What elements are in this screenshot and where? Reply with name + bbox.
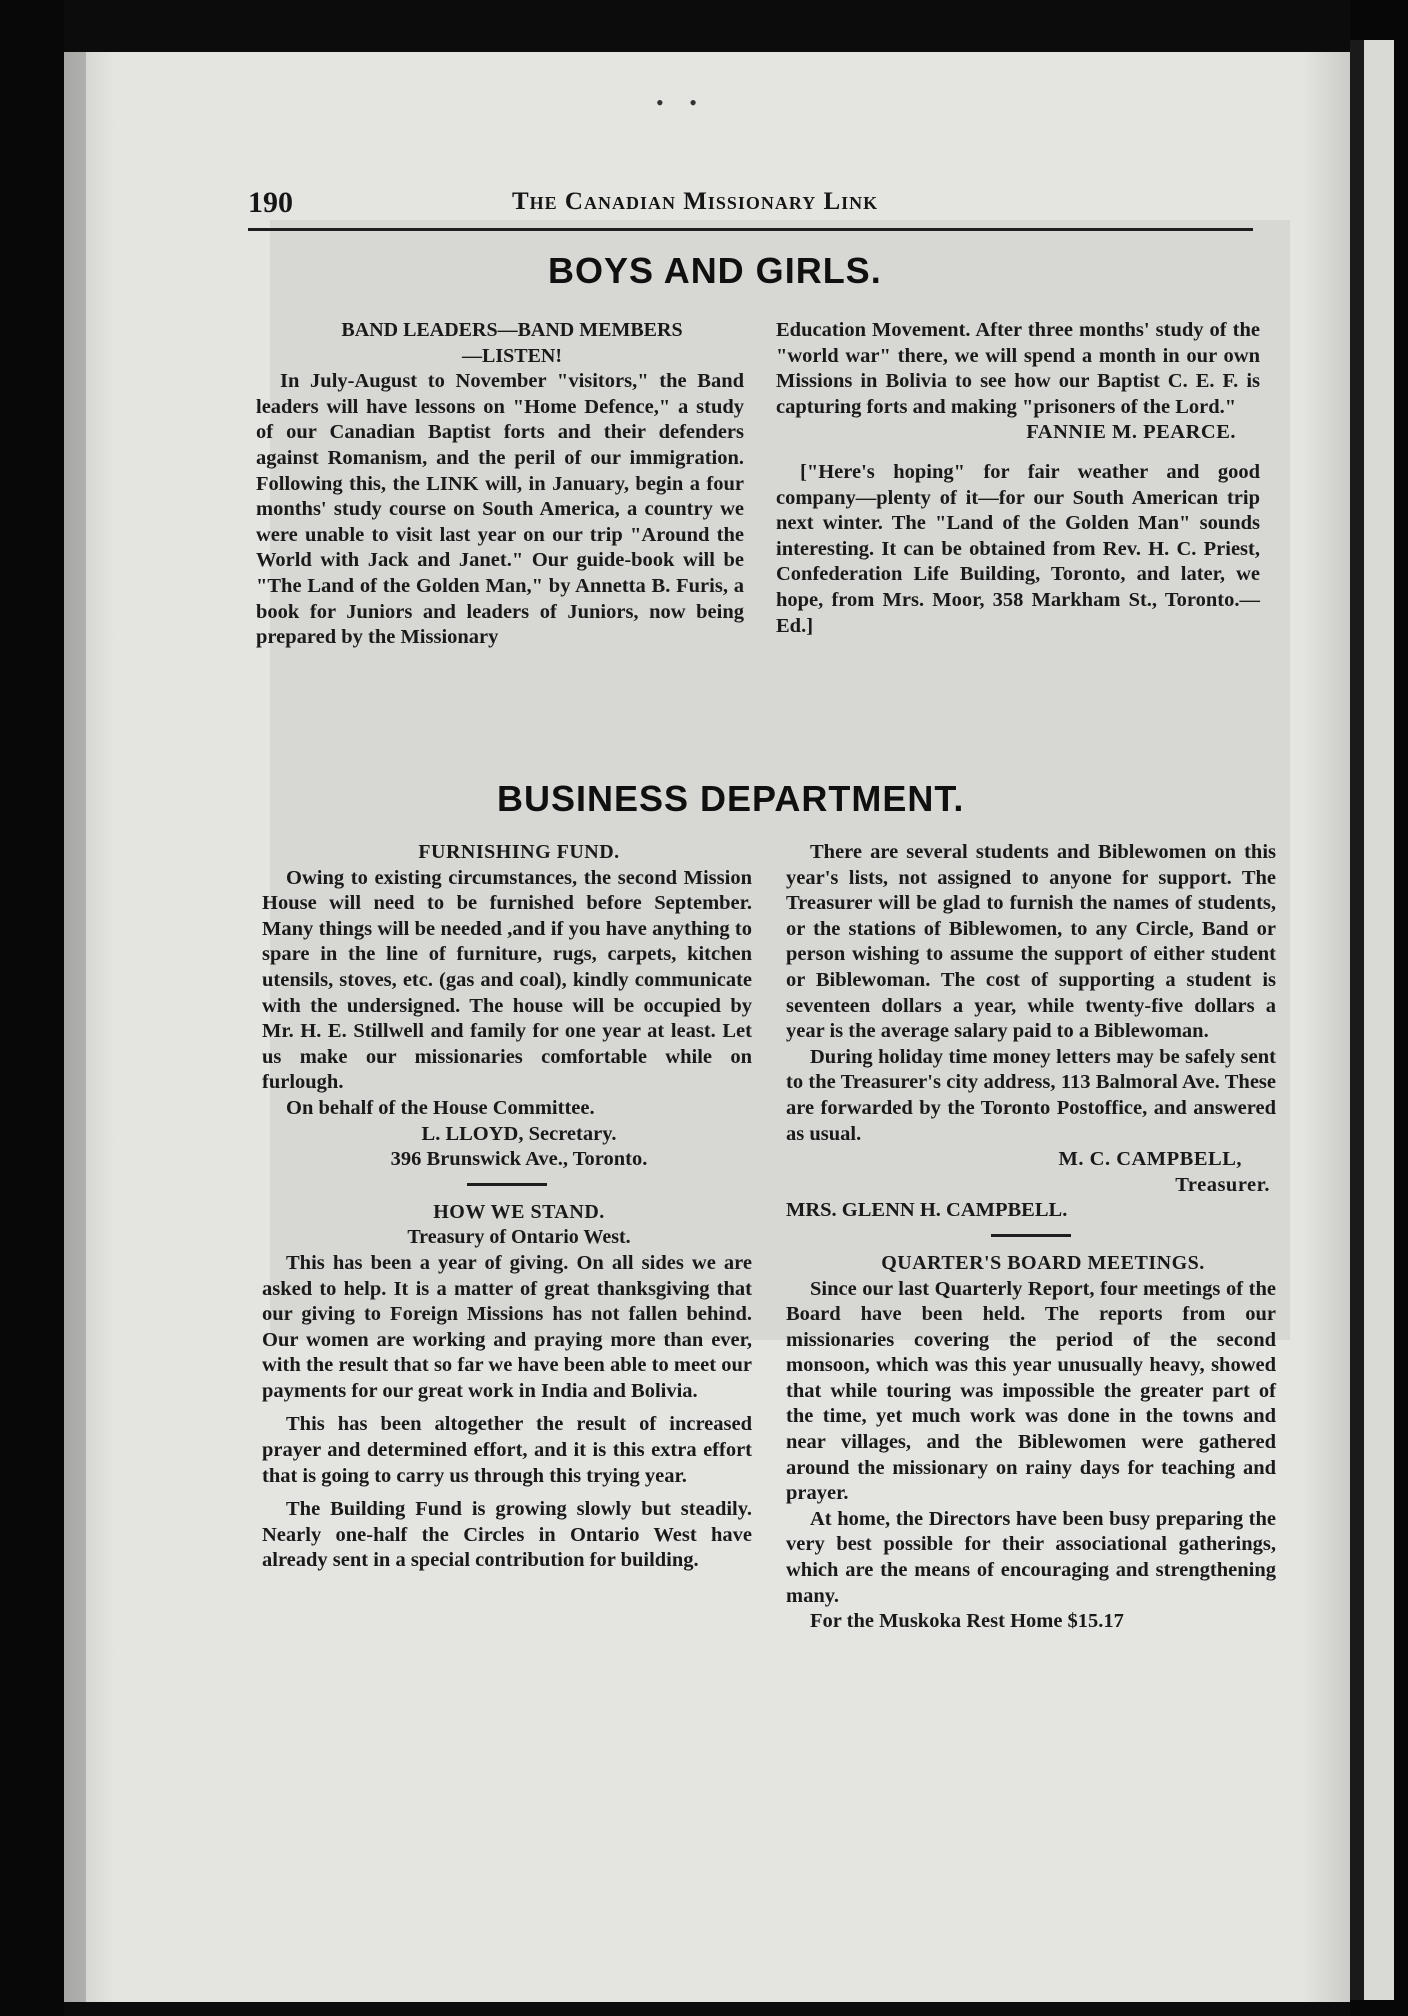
journal-title: The Canadian Missionary Link xyxy=(512,188,879,215)
how-we-stand-heading: HOW WE STAND. xyxy=(433,1200,605,1223)
section-title-boys-and-girls: BOYS AND GIRLS. xyxy=(548,250,882,291)
boys-girls-left-column xyxy=(256,318,744,651)
page-gutter-shadow xyxy=(64,52,86,2002)
next-page-edge xyxy=(1364,40,1394,2000)
directors-paragraph: At home, the Directors have been busy preparing the very best possible for their associational gatherings, which are the means of encouraging and strengthening many. xyxy=(786,1507,1276,1607)
film-edge-left xyxy=(0,0,64,2016)
business-left-column xyxy=(262,840,752,1574)
spacer xyxy=(262,1489,752,1497)
treasurer-title: Treasurer. xyxy=(1175,1173,1270,1196)
m-c-campbell-signature: M. C. CAMPBELL, xyxy=(1058,1148,1242,1171)
scan-speck-marks: • • xyxy=(656,90,707,115)
section-title-business-department: BUSINESS DEPARTMENT. xyxy=(497,778,965,819)
listen-heading: —LISTEN! xyxy=(461,344,563,367)
mrs-glenn-campbell: MRS. GLENN H. CAMPBELL. xyxy=(786,1199,1068,1222)
treasury-subheading: Treasury of Ontario West. xyxy=(407,1226,631,1249)
business-right-column xyxy=(786,840,1276,1635)
section-divider xyxy=(991,1234,1071,1237)
quarters-board-heading: QUARTER'S BOARD MEETINGS. xyxy=(881,1251,1205,1274)
band-leaders-paragraph: In July-August to November "visitors," the Band leaders will have lessons on "Home Defence," a study of our Canadian Baptist forts and their defenders against Romanism, and the peril of our immigration. Following this, the LINK will, in January, begin a four months' study course on South America, a country we were unable to visit last year on our trip "Around the World with Jack and Janet." Our guide-book will be "The Land of the Golden Man," by Annetta B. Furis, a book for Juniors and leaders of Juniors, now being prepared by the Missionary xyxy=(256,370,744,649)
house-committee-line: On behalf of the House Committee. xyxy=(286,1096,595,1119)
quarterly-report-paragraph: Since our last Quarterly Report, four meetings of the Board have been held. The reports from our missionaries covering the period of the second monsoon, which was this year unusually heavy, showed that while touring was impossible the greater part of the time, yet much work was done in the towns and near villages, and the Biblewomen were gathered around the missionary on rainy days for teaching and prayer. xyxy=(786,1277,1276,1505)
brunswick-address: 396 Brunswick Ave., Toronto. xyxy=(390,1148,648,1171)
fannie-pearce-signature: FANNIE M. PEARCE. xyxy=(1026,421,1236,444)
film-edge-right xyxy=(1350,0,1408,2016)
section-divider xyxy=(467,1183,547,1186)
students-paragraph: There are several students and Biblewomen on this year's lists, not assigned to anyone for support. The Treasurer will be glad to furnish the names of students, or the stations of Biblewomen, to any Circle, Band or person wishing to assume the support of either student or Biblewoman. The cost of supporting a student is seventeen dollars a year, while twenty-five dollars a year is the average salary paid to a Biblewoman. xyxy=(786,841,1276,1043)
spacer xyxy=(262,1404,752,1412)
furnishing-fund-heading: FURNISHING FUND. xyxy=(418,841,620,863)
building-fund-paragraph: The Building Fund is growing slowly but steadily. Nearly one-half the Circles in Ontario West have already sent in a special contribution for building. xyxy=(262,1498,752,1572)
editor-note: ["Here's hoping" for fair weather and good company—plenty of it—for our South American trip next winter. The "Land of the Golden Man" sounds interesting. It can be obtained from Rev. H. C. Priest, Confederation Life Building, Toronto, and later, we hope, from Mrs. Moor, 358 Markham St., Toronto.—Ed.] xyxy=(776,460,1260,637)
band-leaders-heading: BAND LEADERS—BAND MEMBERS xyxy=(341,319,683,341)
how-we-stand-paragraph-2: This has been altogether the result of increased prayer and determined effort, and it is this extra effort that is going to carry us through this trying year. xyxy=(262,1413,752,1487)
muskoka-rest-home-line: For the Muskoka Rest Home $15.17 xyxy=(810,1610,1124,1633)
running-head xyxy=(248,182,1253,231)
furnishing-fund-paragraph: Owing to existing circumstances, the second Mission House will need to be furnished before September. Many things will be needed ,and if you have anything to spare in the line of furniture, rugs, carpets, kitchen utensils, stoves, etc. (gas and coal), kindly communicate with the undersigned. The house will be occupied by Mr. H. E. Stillwell and family for one year at least. Let us make our missionaries comfortable while on furlough. xyxy=(262,866,752,1094)
lloyd-signature: L. LLOYD, Secretary. xyxy=(421,1122,617,1145)
boys-girls-right-column xyxy=(776,318,1260,639)
education-movement-paragraph: Education Movement. After three months' study of the "world war" there, we will spend a month in our own Missions in Bolivia to see how our Baptist C. E. F. is capturing forts and making "prisoners of the Lord." xyxy=(776,319,1260,418)
holiday-letters-paragraph: During holiday time money letters may be safely sent to the Treasurer's city address, 113 Balmoral Ave. These are forwarded by the Toronto Postoffice, and answered as usual. xyxy=(786,1045,1276,1145)
page-number: 190 xyxy=(248,186,293,219)
spacer xyxy=(776,446,1260,460)
how-we-stand-paragraph-1: This has been a year of giving. On all sides we are asked to help. It is a matter of great thanksgiving that our giving to Foreign Missions has not fallen behind. Our women are working and praying more than ever, with the result that so far we have been able to meet our payments for our great work in India and Bolivia. xyxy=(262,1251,752,1402)
